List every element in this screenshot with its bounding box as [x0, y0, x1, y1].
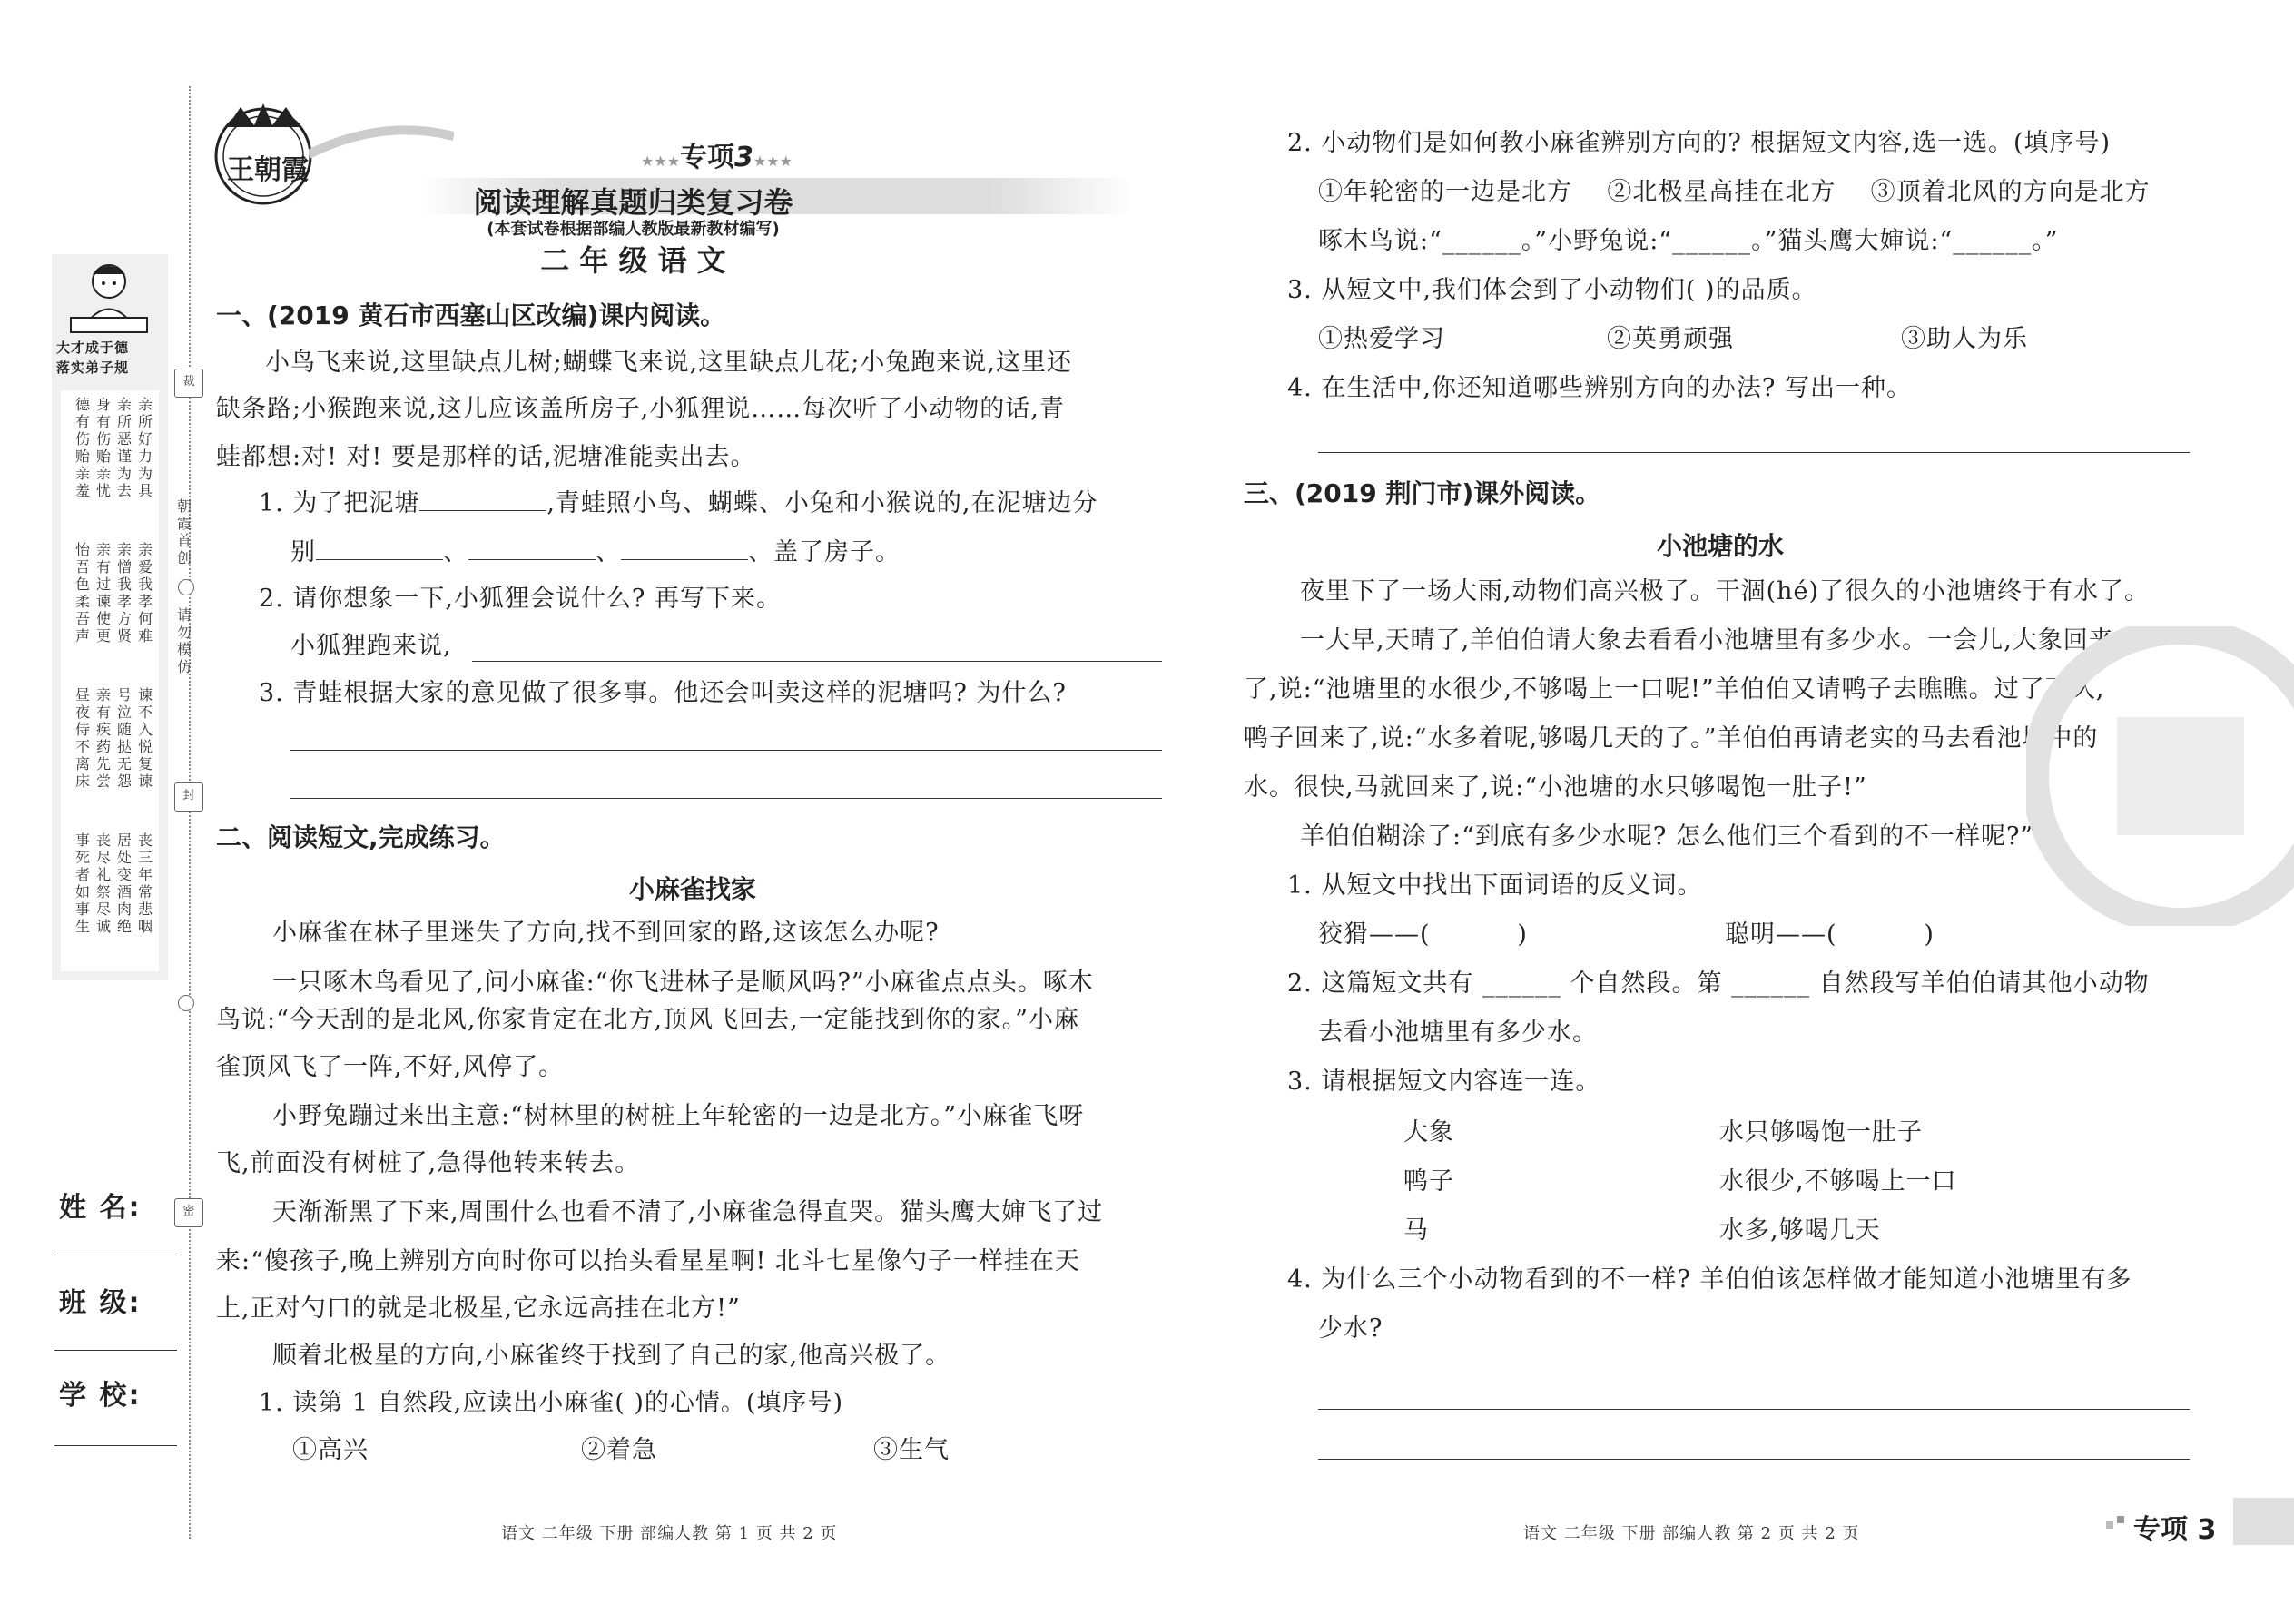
s3-question-4: 4. 为什么三个小动物看到的不一样? 羊伯伯该怎样做才能知道小池塘里有多: [1287, 1265, 2132, 1294]
s2-question-1: 1. 读第 1 自然段,应读出小麻雀( )的心情。(填序号): [259, 1389, 843, 1417]
scissors-icon: [178, 579, 194, 595]
seal-secret: 密: [174, 1198, 203, 1227]
secret-watermark-icon: [2026, 626, 2294, 926]
option-2[interactable]: ②着急: [581, 1436, 657, 1464]
match-left-item[interactable]: 大象: [1403, 1118, 1454, 1147]
deco-square: [2106, 1521, 2113, 1529]
s1-paragraph-line: 缺条路;小猴跑来说,这儿应该盖所房子,小狐狸说……每次听了小动物的话,青: [216, 395, 1065, 423]
match-right-item[interactable]: 水只够喝饱一肚子: [1719, 1118, 1923, 1147]
motto-line-2: 落实弟子规: [56, 359, 130, 376]
s3-question-2[interactable]: 2. 这篇短文共有 ______ 个自然段。第 ______ 自然段写羊伯伯请其他小动物: [1287, 969, 2150, 998]
poem-column: 居处变酒肉绝: [116, 832, 132, 935]
answer-line[interactable]: [290, 750, 1162, 751]
s3-question-2-cont: 去看小池塘里有多少水。: [1318, 1019, 1598, 1047]
school-field[interactable]: [54, 1445, 177, 1446]
s3-question-3: 3. 请根据短文内容连一连。: [1287, 1068, 1601, 1096]
story-2-title: 小池塘的水: [1656, 531, 1784, 561]
answer-blank[interactable]: [468, 536, 596, 560]
s2-text-line: 小麻雀在林子里迷失了方向,找不到回家的路,这该怎么办呢?: [272, 919, 940, 947]
vertical-warn-text: 请勿模仿: [176, 606, 192, 675]
poem-column: 身有伤贻亲忧: [95, 396, 111, 499]
s2-question-2: 2. 小动物们是如何教小麻雀辨别方向的? 根据短文内容,选一选。(填序号): [1287, 129, 2112, 157]
tag-band: [2233, 1498, 2294, 1545]
s2-text-line: 上,正对勺口的就是北极星,它永远高挂在北方!”: [216, 1294, 741, 1323]
section-2-title: 二、阅读短文,完成练习。: [216, 822, 506, 852]
logo-text: 王朝霞: [227, 154, 309, 186]
seal-seal: 封: [174, 782, 203, 812]
section-1-title: 一、(2019 黄石市西塞山区改编)课内阅读。: [216, 300, 726, 330]
motto-line-1: 大才成于德: [56, 340, 130, 356]
s2-question-2-options: ①年轮密的一边是北方 ②北极星高挂在北方 ③顶着北风的方向是北方: [1318, 178, 2151, 206]
s1-question-2: 2. 请你想象一下,小狐狸会说什么? 再写下来。: [259, 585, 782, 613]
s2-text-line: 顺着北极星的方向,小麻雀终于找到了自己的家,他高兴极了。: [272, 1342, 951, 1370]
poem-column: 号泣随挞无怨: [116, 686, 132, 790]
s2-question-3: 3. 从短文中,我们体会到了小动物们( )的品质。: [1287, 276, 1817, 304]
answer-line[interactable]: [1318, 1409, 2190, 1410]
vertical-brand-text: 朝霞首创: [176, 497, 192, 566]
s2-text-line: 鸟说:“今天刮的是北风,你家肯定在北方,顶风飞回去,一定能找到你的家。”小麻: [216, 1006, 1079, 1034]
name-label: 姓 名:: [59, 1192, 142, 1224]
s2-question-2-blanks[interactable]: 啄木鸟说:“______。”小野兔说:“______。”猫头鹰大婶说:“______。”: [1318, 227, 2059, 255]
poem-column: 德有伤贻亲羞: [74, 396, 90, 499]
poem-column: 昼夜侍不离床: [74, 686, 90, 790]
poem-column: 亲憎我孝方贤: [116, 541, 132, 645]
seal-cut: 裁: [174, 369, 203, 398]
poem-column: 亲所恶谨为去: [116, 396, 132, 499]
s1-question-1: 1. 为了把泥塘 ,青蛙照小鸟、蝴蝶、小兔和小猴说的,在泥塘边分: [259, 487, 1098, 520]
s2-text-line: 小野兔蹦过来出主意:“树林里的树桩上年轮密的一边是北方。”小麻雀飞呀: [272, 1102, 1085, 1130]
class-label: 班 级:: [59, 1287, 142, 1319]
answer-line[interactable]: [290, 798, 1162, 799]
poem-column: 亲有过谏使更: [95, 541, 111, 645]
poem-column: 谏不入悦复谏: [137, 686, 153, 790]
option-1[interactable]: ①热爱学习: [1318, 325, 1445, 353]
antonym-1[interactable]: 狡猾——( ): [1318, 920, 1528, 949]
s3-text-line: 一大早,天晴了,羊伯伯请大象去看看小池塘里有多少水。一会儿,大象回来: [1300, 626, 2114, 655]
s1-paragraph-line: 蛙都想:对! 对! 要是那样的话,泥塘准能卖出去。: [216, 443, 756, 471]
poem-column: 事死者如事生: [74, 832, 90, 935]
option-2[interactable]: ②英勇顽强: [1607, 325, 1734, 353]
footer-right: 语文 二年级 下册 部编人教 第 2 页 共 2 页: [1523, 1524, 1860, 1543]
s2-text-line: 飞,前面没有树桩了,急得他转来转去。: [216, 1149, 641, 1177]
s3-text-line: 水。很快,马就回来了,说:“小池塘的水只够喝饱一肚子!”: [1244, 773, 1867, 802]
s3-question-1: 1. 从短文中找出下面词语的反义词。: [1287, 871, 1703, 900]
match-left-item[interactable]: 马: [1403, 1216, 1429, 1245]
poem-column: 亲所好力为具: [137, 396, 153, 499]
s2-text-line: 雀顶风飞了一阵,不好,风停了。: [216, 1053, 565, 1081]
poem-column: 亲有疾药先尝: [95, 686, 111, 790]
deco-square: [2117, 1516, 2124, 1523]
scissors-icon-2: [178, 995, 194, 1011]
match-left-item[interactable]: 鸭子: [1403, 1167, 1454, 1196]
s3-text-line: 夜里下了一场大雨,动物们高兴极了。干涸(hé)了很久的小池塘终于有水了。: [1300, 577, 2151, 605]
footer-left: 语文 二年级 下册 部编人教 第 1 页 共 2 页: [501, 1524, 838, 1543]
s3-question-4-cont: 少水?: [1318, 1314, 1383, 1343]
option-3[interactable]: ③助人为乐: [1901, 325, 2028, 353]
topic-tag: 专项 3: [2133, 1514, 2217, 1546]
match-right-item[interactable]: 水多,够喝几天: [1719, 1216, 1881, 1245]
option-1[interactable]: ①高兴: [292, 1436, 369, 1464]
ribbon-icon: [309, 118, 454, 172]
answer-blank[interactable]: [621, 536, 748, 560]
poem-column: 怡吾色柔吾声: [74, 541, 90, 645]
s1-paragraph-line: 小鸟飞来说,这里缺点儿树;蝴蝶飞来说,这里缺点儿花;小兔跑来说,这里还: [265, 349, 1072, 377]
cut-line: [189, 86, 191, 1539]
s1-question-1-cont: 别 、 、 、盖了房子。: [290, 536, 901, 569]
poem-column: 亲爱我孝何难: [137, 541, 153, 645]
section-3-title: 三、(2019 荆门市)课外阅读。: [1244, 478, 1601, 508]
exam-title: 阅读理解真题归类复习卷: [473, 185, 793, 220]
school-label: 学 校:: [59, 1380, 142, 1412]
answer-line[interactable]: [1318, 452, 2190, 453]
antonym-2[interactable]: 聪明——( ): [1725, 920, 1935, 949]
s2-text-line: 一只啄木鸟看见了,问小麻雀:“你飞进林子是顺风吗?”小麻雀点点头。啄木: [272, 969, 1094, 997]
exam-subtitle: (本套试卷根据部编人教版最新教材编写): [487, 220, 780, 239]
s3-text-line: 羊伯伯糊涂了:“到底有多少水呢? 怎么他们三个看到的不一样呢?”: [1300, 822, 2034, 851]
s2-text-line: 天渐渐黑了下来,周围什么也看不清了,小麻雀急得直哭。猫头鹰大婶飞了过: [272, 1198, 1104, 1226]
s3-text-line: 了,说:“池塘里的水很少,不够喝上一口呢!”羊伯伯又请鸭子去瞧瞧。过了不久,: [1244, 675, 2105, 704]
answer-line[interactable]: [1318, 1459, 2190, 1460]
poem-column: 丧尽礼祭尽诚: [95, 832, 111, 935]
s1-question-2-prompt: 小狐狸跑来说,: [290, 632, 452, 660]
answer-blank[interactable]: [316, 536, 443, 560]
class-field[interactable]: [54, 1350, 177, 1351]
answer-line[interactable]: [472, 661, 1162, 662]
grade-subject: 二 年 级 语 文: [540, 243, 726, 278]
poem-column: 丧三年常悲咽: [137, 832, 153, 935]
option-3[interactable]: ③生气: [873, 1436, 950, 1464]
topic-badge: ★★★专项3★★★: [641, 142, 793, 173]
s2-text-line: 来:“傻孩子,晚上辨别方向时你可以抬头看星星啊! 北斗七星像勺子一样挂在天: [216, 1247, 1080, 1275]
s1-question-3: 3. 青蛙根据大家的意见做了很多事。他还会叫卖这样的泥塘吗? 为什么?: [259, 679, 1067, 707]
s2-question-4: 4. 在生活中,你还知道哪些辨别方向的办法? 写出一种。: [1287, 374, 1912, 402]
answer-blank[interactable]: [419, 487, 546, 511]
story-1-title: 小麻雀找家: [628, 874, 756, 904]
match-right-item[interactable]: 水很少,不够喝上一口: [1719, 1167, 1957, 1196]
s3-text-line: 鸭子回来了,说:“水多着呢,够喝几天的了。”羊伯伯再请老实的马去看池塘中的: [1244, 724, 2099, 753]
